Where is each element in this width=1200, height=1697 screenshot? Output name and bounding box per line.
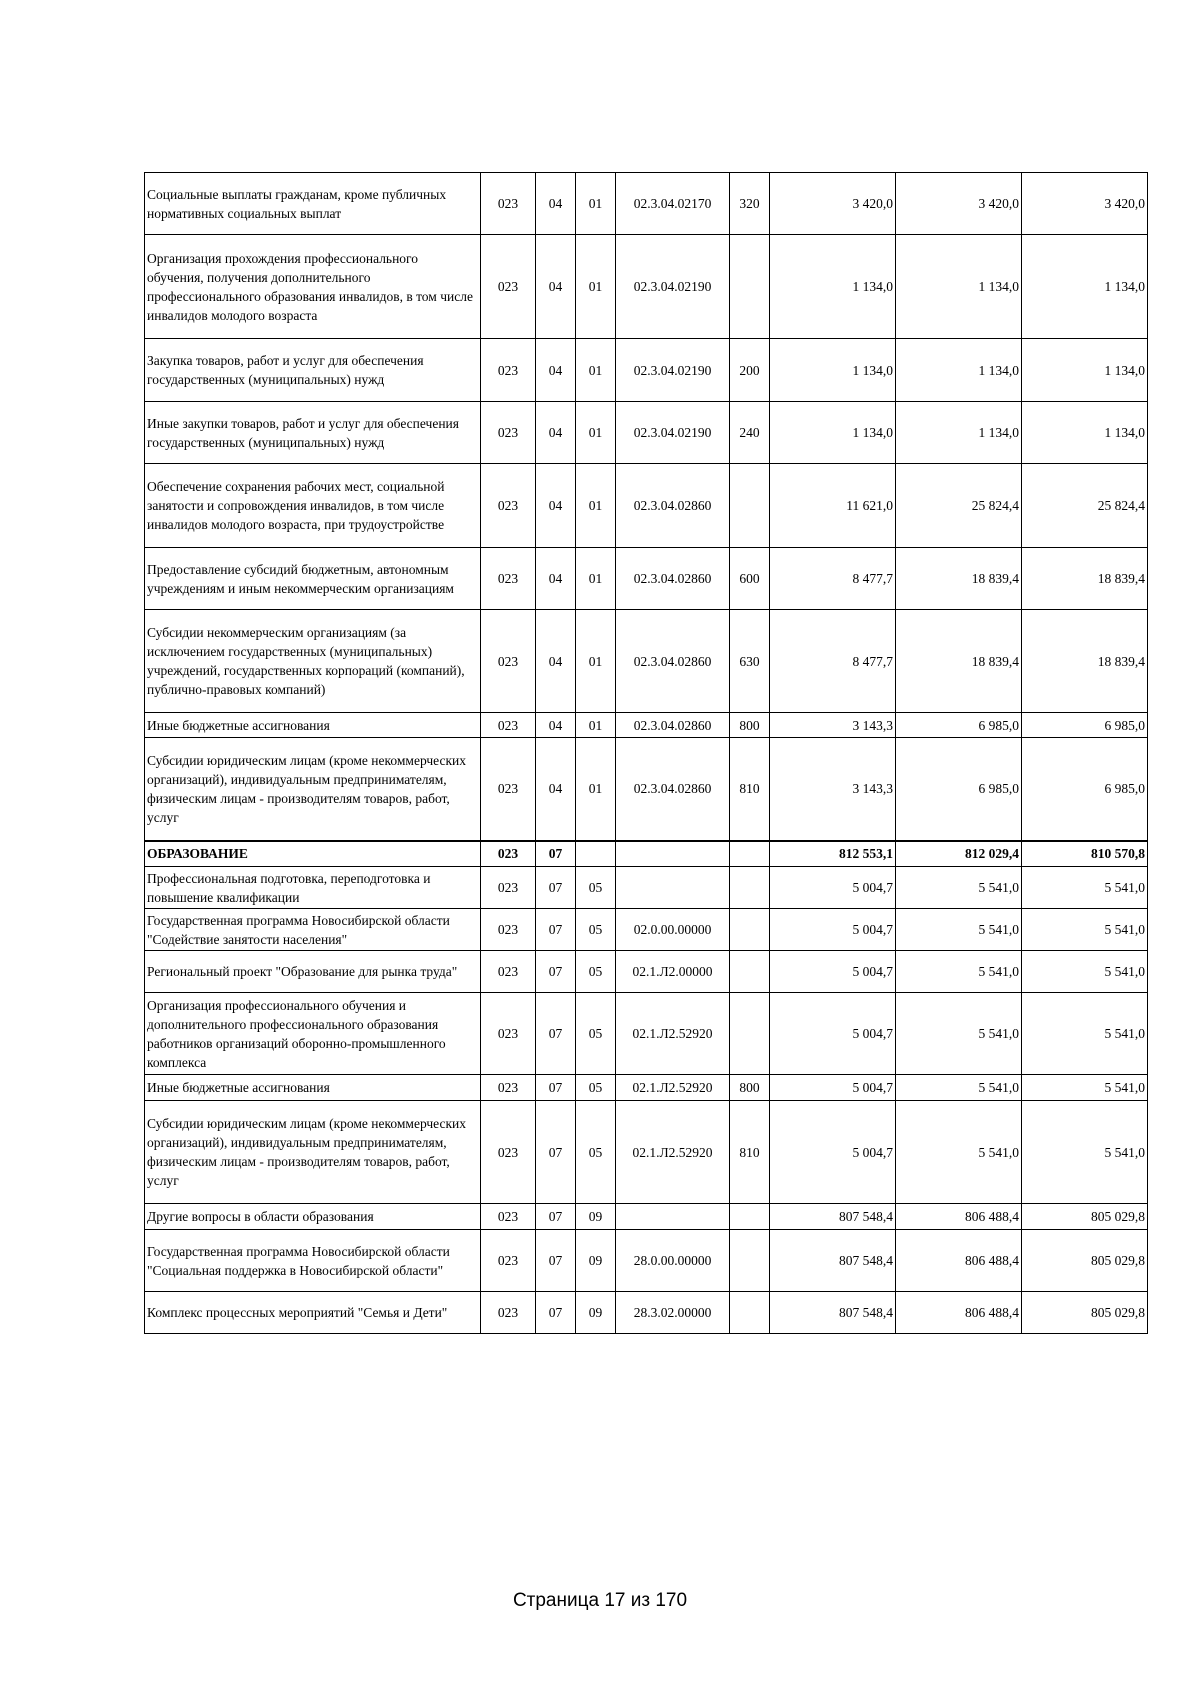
table-body (145, 173, 1148, 1334)
row-expense-type-code (730, 841, 770, 867)
row-section-code: 04 (536, 713, 576, 738)
row-name: Иные бюджетные ассигнования (145, 713, 481, 738)
row-section-code: 04 (536, 610, 576, 713)
row-ministry-code: 023 (481, 610, 536, 713)
row-ministry-code: 023 (481, 867, 536, 909)
row-name: Социальные выплаты гражданам, кроме публичных нормативных социальных выплат (145, 173, 481, 235)
table-row (145, 464, 1148, 548)
row-ministry-code: 023 (481, 235, 536, 339)
row-name: Субсидии юридическим лицам (кроме некоммерческих организаций), индивидуальным предпринимателям, физическим лицам - производителям товаров, работ, услуг (145, 1101, 481, 1204)
row-expense-type-code: 240 (730, 402, 770, 464)
row-amount-year-2: 1 134,0 (896, 402, 1022, 464)
row-subsection-code: 01 (576, 402, 616, 464)
row-amount-year-2: 5 541,0 (896, 1075, 1022, 1101)
table-row (145, 993, 1148, 1075)
row-amount-year-3: 5 541,0 (1022, 867, 1148, 909)
row-subsection-code: 01 (576, 339, 616, 402)
row-ministry-code: 023 (481, 713, 536, 738)
row-amount-year-2: 812 029,4 (896, 841, 1022, 867)
row-section-code: 07 (536, 1230, 576, 1292)
row-section-code: 07 (536, 841, 576, 867)
row-ministry-code: 023 (481, 1292, 536, 1334)
row-section-code: 07 (536, 1075, 576, 1101)
row-target-code: 02.3.04.02860 (616, 610, 730, 713)
table-row (145, 1292, 1148, 1334)
row-target-code: 02.1.Л2.52920 (616, 1075, 730, 1101)
row-amount-year-2: 806 488,4 (896, 1292, 1022, 1334)
row-amount-year-1: 812 553,1 (770, 841, 896, 867)
row-amount-year-3: 6 985,0 (1022, 713, 1148, 738)
row-amount-year-1: 3 143,3 (770, 713, 896, 738)
table-row (145, 235, 1148, 339)
row-amount-year-3: 5 541,0 (1022, 951, 1148, 993)
table-row (145, 402, 1148, 464)
row-ministry-code: 023 (481, 339, 536, 402)
table-row (145, 548, 1148, 610)
row-amount-year-1: 5 004,7 (770, 1075, 896, 1101)
row-amount-year-2: 6 985,0 (896, 713, 1022, 738)
row-expense-type-code: 810 (730, 738, 770, 841)
row-subsection-code: 05 (576, 951, 616, 993)
row-amount-year-3: 805 029,8 (1022, 1230, 1148, 1292)
table-row (145, 610, 1148, 713)
row-section-code: 04 (536, 235, 576, 339)
row-target-code: 02.3.04.02860 (616, 548, 730, 610)
row-amount-year-3: 810 570,8 (1022, 841, 1148, 867)
row-subsection-code: 05 (576, 867, 616, 909)
row-ministry-code: 023 (481, 1075, 536, 1101)
row-amount-year-2: 5 541,0 (896, 993, 1022, 1075)
row-name: Обеспечение сохранения рабочих мест, социальной занятости и сопровождения инвалидов, в том числе инвалидов молодого возраста, при трудоустройстве (145, 464, 481, 548)
row-name: Предоставление субсидий бюджетным, автономным учреждениям и иным некоммерческим организациям (145, 548, 481, 610)
row-target-code: 28.0.00.00000 (616, 1230, 730, 1292)
row-target-code: 02.3.04.02860 (616, 464, 730, 548)
row-expense-type-code: 630 (730, 610, 770, 713)
row-target-code: 02.1.Л2.00000 (616, 951, 730, 993)
row-subsection-code: 05 (576, 993, 616, 1075)
row-amount-year-3: 5 541,0 (1022, 1101, 1148, 1204)
row-section-code: 07 (536, 909, 576, 951)
row-amount-year-2: 3 420,0 (896, 173, 1022, 235)
row-ministry-code: 023 (481, 841, 536, 867)
row-target-code: 02.3.04.02190 (616, 402, 730, 464)
table-row (145, 713, 1148, 738)
row-amount-year-1: 11 621,0 (770, 464, 896, 548)
row-amount-year-2: 5 541,0 (896, 1101, 1022, 1204)
row-amount-year-3: 5 541,0 (1022, 993, 1148, 1075)
table-row (145, 841, 1148, 867)
table-row (145, 738, 1148, 841)
row-name: Другие вопросы в области образования (145, 1204, 481, 1230)
table-row (145, 1075, 1148, 1101)
row-name: Государственная программа Новосибирской области "Содействие занятости населения" (145, 909, 481, 951)
row-subsection-code: 01 (576, 464, 616, 548)
row-name: Иные бюджетные ассигнования (145, 1075, 481, 1101)
row-name: ОБРАЗОВАНИЕ (145, 841, 481, 867)
row-ministry-code: 023 (481, 951, 536, 993)
row-expense-type-code (730, 1292, 770, 1334)
row-amount-year-2: 18 839,4 (896, 610, 1022, 713)
table-row (145, 867, 1148, 909)
row-name: Закупка товаров, работ и услуг для обеспечения государственных (муниципальных) нужд (145, 339, 481, 402)
row-section-code: 04 (536, 548, 576, 610)
row-section-code: 04 (536, 738, 576, 841)
row-target-code: 02.3.04.02860 (616, 713, 730, 738)
row-section-code: 04 (536, 402, 576, 464)
row-section-code: 07 (536, 1204, 576, 1230)
table-row (145, 1204, 1148, 1230)
row-target-code: 02.1.Л2.52920 (616, 993, 730, 1075)
row-expense-type-code (730, 1230, 770, 1292)
row-ministry-code: 023 (481, 738, 536, 841)
row-expense-type-code (730, 464, 770, 548)
row-ministry-code: 023 (481, 1101, 536, 1204)
row-expense-type-code (730, 1204, 770, 1230)
row-target-code: 02.3.04.02190 (616, 339, 730, 402)
row-expense-type-code: 200 (730, 339, 770, 402)
row-expense-type-code: 800 (730, 1075, 770, 1101)
row-amount-year-1: 807 548,4 (770, 1230, 896, 1292)
row-amount-year-3: 18 839,4 (1022, 610, 1148, 713)
row-subsection-code: 01 (576, 235, 616, 339)
row-ministry-code: 023 (481, 548, 536, 610)
row-amount-year-3: 805 029,8 (1022, 1204, 1148, 1230)
row-ministry-code: 023 (481, 173, 536, 235)
row-subsection-code: 01 (576, 610, 616, 713)
row-amount-year-2: 6 985,0 (896, 738, 1022, 841)
row-amount-year-1: 1 134,0 (770, 402, 896, 464)
row-expense-type-code (730, 993, 770, 1075)
row-section-code: 07 (536, 867, 576, 909)
row-amount-year-1: 5 004,7 (770, 1101, 896, 1204)
row-section-code: 04 (536, 173, 576, 235)
row-ministry-code: 023 (481, 464, 536, 548)
row-subsection-code (576, 841, 616, 867)
row-amount-year-1: 3 143,3 (770, 738, 896, 841)
row-section-code: 07 (536, 993, 576, 1075)
row-section-code: 07 (536, 951, 576, 993)
row-subsection-code: 05 (576, 1101, 616, 1204)
row-amount-year-3: 18 839,4 (1022, 548, 1148, 610)
row-amount-year-1: 5 004,7 (770, 951, 896, 993)
row-name: Региональный проект "Образование для рынка труда" (145, 951, 481, 993)
row-amount-year-3: 1 134,0 (1022, 402, 1148, 464)
row-amount-year-3: 3 420,0 (1022, 173, 1148, 235)
row-target-code: 02.1.Л2.52920 (616, 1101, 730, 1204)
row-subsection-code: 01 (576, 173, 616, 235)
row-section-code: 07 (536, 1292, 576, 1334)
row-expense-type-code: 800 (730, 713, 770, 738)
row-target-code: 02.3.04.02170 (616, 173, 730, 235)
row-target-code: 28.3.02.00000 (616, 1292, 730, 1334)
row-amount-year-2: 5 541,0 (896, 909, 1022, 951)
row-section-code: 04 (536, 464, 576, 548)
row-amount-year-2: 806 488,4 (896, 1230, 1022, 1292)
budget-table (144, 172, 1148, 1334)
row-amount-year-3: 5 541,0 (1022, 1075, 1148, 1101)
row-amount-year-2: 25 824,4 (896, 464, 1022, 548)
row-amount-year-1: 3 420,0 (770, 173, 896, 235)
row-name: Субсидии некоммерческим организациям (за исключением государственных (муниципальных) учреждений, государственных корпораций (компаний), публично-правовых компаний) (145, 610, 481, 713)
page-number: Страница 17 из 170 (512, 1590, 688, 1611)
row-amount-year-2: 18 839,4 (896, 548, 1022, 610)
table-row (145, 1101, 1148, 1204)
row-target-code: 02.3.04.02860 (616, 738, 730, 841)
row-name: Профессиональная подготовка, переподготовка и повышение квалификации (145, 867, 481, 909)
row-amount-year-1: 5 004,7 (770, 909, 896, 951)
row-expense-type-code: 810 (730, 1101, 770, 1204)
row-expense-type-code: 320 (730, 173, 770, 235)
row-ministry-code: 023 (481, 993, 536, 1075)
row-amount-year-1: 8 477,7 (770, 548, 896, 610)
row-ministry-code: 023 (481, 402, 536, 464)
row-target-code (616, 841, 730, 867)
row-name: Субсидии юридическим лицам (кроме некоммерческих организаций), индивидуальным предпринимателям, физическим лицам - производителям товаров, работ, услуг (145, 738, 481, 841)
row-name: Иные закупки товаров, работ и услуг для обеспечения государственных (муниципальных) нужд (145, 402, 481, 464)
row-amount-year-1: 1 134,0 (770, 235, 896, 339)
row-name: Комплекс процессных мероприятий "Семья и Дети" (145, 1292, 481, 1334)
row-target-code (616, 1204, 730, 1230)
row-amount-year-1: 807 548,4 (770, 1204, 896, 1230)
row-amount-year-2: 1 134,0 (896, 339, 1022, 402)
table-row (145, 339, 1148, 402)
row-amount-year-2: 806 488,4 (896, 1204, 1022, 1230)
row-ministry-code: 023 (481, 1230, 536, 1292)
table-row (145, 909, 1148, 951)
row-amount-year-1: 8 477,7 (770, 610, 896, 713)
row-amount-year-1: 5 004,7 (770, 993, 896, 1075)
row-subsection-code: 09 (576, 1230, 616, 1292)
row-expense-type-code (730, 235, 770, 339)
row-section-code: 07 (536, 1101, 576, 1204)
row-target-code (616, 867, 730, 909)
row-amount-year-3: 25 824,4 (1022, 464, 1148, 548)
row-name: Организация профессионального обучения и дополнительного профессионального образования работников организаций оборонно-промышленного комплекса (145, 993, 481, 1075)
row-amount-year-2: 5 541,0 (896, 867, 1022, 909)
table-row (145, 951, 1148, 993)
row-name: Организация прохождения профессионального обучения, получения дополнительного профессионального образования инвалидов, в том числе инвалидов молодого возраста (145, 235, 481, 339)
row-amount-year-3: 805 029,8 (1022, 1292, 1148, 1334)
row-subsection-code: 09 (576, 1204, 616, 1230)
row-amount-year-1: 5 004,7 (770, 867, 896, 909)
row-subsection-code: 01 (576, 738, 616, 841)
table-row (145, 1230, 1148, 1292)
row-ministry-code: 023 (481, 909, 536, 951)
row-section-code: 04 (536, 339, 576, 402)
row-amount-year-3: 6 985,0 (1022, 738, 1148, 841)
row-subsection-code: 05 (576, 1075, 616, 1101)
row-expense-type-code (730, 909, 770, 951)
row-amount-year-3: 1 134,0 (1022, 339, 1148, 402)
row-amount-year-1: 807 548,4 (770, 1292, 896, 1334)
row-expense-type-code: 600 (730, 548, 770, 610)
row-subsection-code: 01 (576, 713, 616, 738)
row-amount-year-2: 1 134,0 (896, 235, 1022, 339)
table-row (145, 173, 1148, 235)
row-subsection-code: 09 (576, 1292, 616, 1334)
row-amount-year-3: 1 134,0 (1022, 235, 1148, 339)
row-amount-year-1: 1 134,0 (770, 339, 896, 402)
row-name: Государственная программа Новосибирской области "Социальная поддержка в Новосибирской области" (145, 1230, 481, 1292)
row-expense-type-code (730, 867, 770, 909)
row-amount-year-2: 5 541,0 (896, 951, 1022, 993)
row-subsection-code: 01 (576, 548, 616, 610)
row-amount-year-3: 5 541,0 (1022, 909, 1148, 951)
row-expense-type-code (730, 951, 770, 993)
row-ministry-code: 023 (481, 1204, 536, 1230)
row-target-code: 02.3.04.02190 (616, 235, 730, 339)
row-subsection-code: 05 (576, 909, 616, 951)
row-target-code: 02.0.00.00000 (616, 909, 730, 951)
